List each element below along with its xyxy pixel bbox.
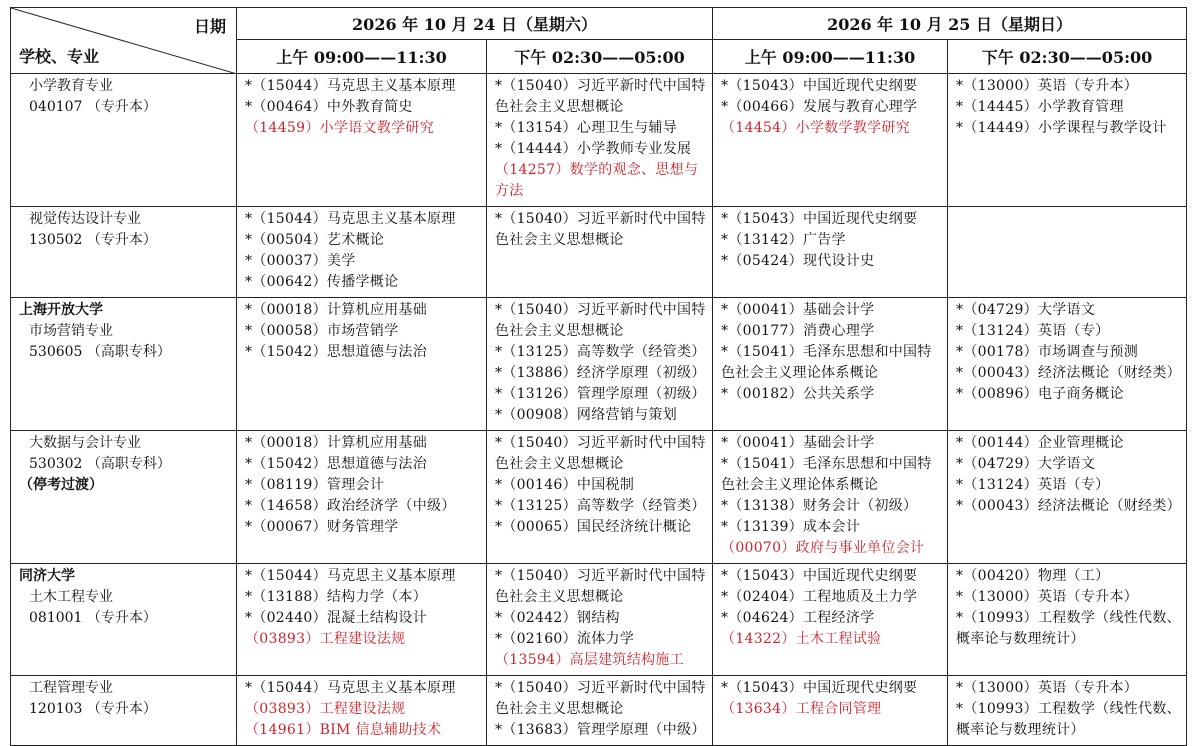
course-entry: *（00642）传播学概论 (245, 274, 399, 290)
course-entry: *（15044）马克思主义基本原理 (245, 78, 456, 94)
exam-slot-cell (713, 207, 948, 298)
course-entry: *（00041）基础会计学 (721, 302, 875, 318)
course-entry: *（15040）习近平新时代中国特色社会主义思想概论 (495, 680, 706, 717)
course-entry: *（08119）管理会计 (245, 477, 385, 493)
date-label: 日期 (193, 17, 226, 36)
exam-slot-cell (713, 298, 948, 431)
exam-slot-cell (948, 564, 1187, 676)
major-cell (11, 74, 237, 207)
major-code: 081001 （专升本） (29, 610, 157, 626)
course-entry: *（15041）毛泽东思想和中国特色社会主义理论体系概论 (721, 344, 932, 381)
course-entry: *（13125）高等数学（经管类） (495, 344, 706, 360)
major-cell (11, 298, 237, 431)
major-code: 040107 （专升本） (29, 99, 157, 115)
table-row (11, 564, 1187, 676)
course-entry: *（00420）物理（工） (956, 568, 1110, 584)
course-entry: （00070）政府与事业单位会计 (721, 540, 925, 556)
course-entry: *（13886）经济学原理（初级） (495, 365, 706, 381)
exam-slot-cell (237, 74, 487, 207)
course-entry: *（14449）小学课程与教学设计 (956, 120, 1167, 136)
course-entry: *（00182）公共关系学 (721, 386, 875, 402)
exam-slot-cell (948, 676, 1187, 746)
course-entry: （13594）高层建筑结构施工 (495, 652, 685, 668)
course-entry: *（14444）小学教师专业发展 (495, 141, 692, 157)
course-entry: *（13000）英语（专升本） (956, 680, 1139, 696)
table-row (11, 207, 1187, 298)
course-entry: *（00037）美学 (245, 253, 356, 269)
course-entry: *（15044）马克思主义基本原理 (245, 680, 456, 696)
course-entry: *（10993）工程数学（线性代数、概率论与数理统计） (956, 701, 1181, 738)
course-entry: *（14658）政治经济学（中级） (245, 498, 456, 514)
major-name: 大数据与会计专业 (29, 435, 141, 451)
course-entry: （14459）小学语文教学研究 (245, 120, 435, 136)
course-entry: *（00908）网络营销与策划 (495, 407, 678, 423)
course-entry: （13634）工程合同管理 (721, 701, 882, 717)
exam-slot-cell (713, 564, 948, 676)
exam-slot-cell (237, 564, 487, 676)
course-entry: （14961）BIM 信息辅助技术 (245, 722, 442, 738)
exam-schedule-table (10, 7, 1187, 746)
course-entry: *（13154）心理卫生与辅导 (495, 120, 678, 136)
course-entry: （03893）工程建设法规 (245, 631, 406, 647)
course-entry: *（02160）流体力学 (495, 631, 635, 647)
day1-pm-header: 下午 02:30——05:00 (487, 40, 713, 74)
day1-header: 2026 年 10 月 24 日（星期六） (237, 8, 713, 40)
exam-slot-cell (948, 74, 1187, 207)
course-entry: *（00067）财务管理学 (245, 519, 399, 535)
major-code: 530605 （高职专科） (29, 344, 171, 360)
course-entry: *（02404）工程地质及土力学 (721, 589, 918, 605)
course-entry: *（14445）小学教育管理 (956, 99, 1124, 115)
major-cell (11, 207, 237, 298)
course-entry: *（13124）英语（专） (956, 477, 1110, 493)
course-entry: *（15040）习近平新时代中国特色社会主义思想概论 (495, 568, 706, 605)
course-entry: *（02442）钢结构 (495, 610, 620, 626)
day2-pm-header: 下午 02:30——05:00 (948, 40, 1187, 74)
course-entry: *（13683）管理学原理（中级） (495, 722, 706, 738)
course-entry: *（00464）中外教育简史 (245, 99, 413, 115)
course-entry: *（10993）工程数学（线性代数、概率论与数理统计） (956, 610, 1181, 647)
course-entry: *（15040）习近平新时代中国特色社会主义思想概论 (495, 302, 706, 339)
exam-slot-cell (948, 298, 1187, 431)
course-entry: *（15041）毛泽东思想和中国特色社会主义理论体系概论 (721, 456, 932, 493)
course-entry: *（15042）思想道德与法治 (245, 344, 428, 360)
course-entry: *（02440）混凝土结构设计 (245, 610, 428, 626)
course-entry: *（00146）中国税制 (495, 477, 635, 493)
major-name: 工程管理专业 (29, 680, 113, 696)
status-note: （停考过渡） (19, 477, 103, 493)
course-entry: *（05424）现代设计史 (721, 253, 875, 269)
course-entry: *（00178）市场调查与预测 (956, 344, 1139, 360)
exam-slot-cell (487, 207, 713, 298)
course-entry: *（00466）发展与教育心理学 (721, 99, 918, 115)
course-entry: *（04729）大学语文 (956, 456, 1096, 472)
course-entry: *（13188）结构力学（本） (245, 589, 428, 605)
exam-slot-cell (948, 207, 1187, 298)
course-entry: *（00144）企业管理概论 (956, 435, 1124, 451)
day2-am-header: 上午 09:00——11:30 (713, 40, 948, 74)
course-entry: *（13124）英语（专） (956, 323, 1110, 339)
major-code: 120103 （专升本） (29, 701, 157, 717)
course-entry: *（00018）计算机应用基础 (245, 302, 428, 318)
major-name: 土木工程专业 (29, 589, 113, 605)
course-entry: *（15043）中国近现代史纲要 (721, 78, 918, 94)
course-entry: *（15043）中国近现代史纲要 (721, 680, 918, 696)
corner-header (11, 8, 237, 74)
table-row (11, 431, 1187, 564)
exam-slot-cell (487, 298, 713, 431)
course-entry: *（00504）艺术概论 (245, 232, 385, 248)
course-entry: （14454）小学数学教学研究 (721, 120, 911, 136)
exam-slot-cell (237, 431, 487, 564)
course-entry: *（13138）财务会计（初级） (721, 498, 918, 514)
course-entry: *（00058）市场营销学 (245, 323, 399, 339)
exam-slot-cell (237, 298, 487, 431)
major-name: 小学教育专业 (29, 78, 113, 94)
exam-slot-cell (487, 431, 713, 564)
major-name: 视觉传达设计专业 (29, 211, 141, 227)
course-entry: （03893）工程建设法规 (245, 701, 406, 717)
course-entry: *（15040）习近平新时代中国特色社会主义思想概论 (495, 211, 706, 248)
exam-slot-cell (487, 676, 713, 746)
course-entry: *（15044）马克思主义基本原理 (245, 211, 456, 227)
course-entry: *（00041）基础会计学 (721, 435, 875, 451)
course-entry: *（13142）广告学 (721, 232, 846, 248)
exam-slot-cell (237, 676, 487, 746)
table-row (11, 74, 1187, 207)
table-row (11, 298, 1187, 431)
course-entry: *（15043）中国近现代史纲要 (721, 211, 918, 227)
course-entry: （14257）数学的观念、思想与方法 (495, 162, 699, 199)
exam-slot-cell (487, 74, 713, 207)
exam-slot-cell (237, 207, 487, 298)
course-entry: *（00018）计算机应用基础 (245, 435, 428, 451)
university-name: 上海开放大学 (19, 302, 103, 318)
exam-slot-cell (948, 431, 1187, 564)
course-entry: *（00896）电子商务概论 (956, 386, 1124, 402)
course-entry: *（00043）经济法概论（财经类） (956, 365, 1181, 381)
schedule-body (11, 74, 1187, 746)
course-entry: *（15043）中国近现代史纲要 (721, 568, 918, 584)
major-code: 130502 （专升本） (29, 232, 157, 248)
course-entry: （14322）土木工程试验 (721, 631, 882, 647)
exam-slot-cell (487, 564, 713, 676)
course-entry: *（13000）英语（专升本） (956, 589, 1139, 605)
course-entry: *（00177）消费心理学 (721, 323, 875, 339)
day2-header: 2026 年 10 月 25 日（星期日） (713, 8, 1187, 40)
course-entry: *（15040）习近平新时代中国特色社会主义思想概论 (495, 435, 706, 472)
major-cell (11, 431, 237, 564)
major-name: 市场营销专业 (29, 323, 113, 339)
course-entry: *（13139）成本会计 (721, 519, 861, 535)
course-entry: *（13126）管理学原理（初级） (495, 386, 706, 402)
course-entry: *（15042）思想道德与法治 (245, 456, 428, 472)
course-entry: *（00043）经济法概论（财经类） (956, 498, 1181, 514)
course-entry: *（04729）大学语文 (956, 302, 1096, 318)
course-entry: *（00065）国民经济统计概论 (495, 519, 692, 535)
course-entry: *（04624）工程经济学 (721, 610, 875, 626)
course-entry: *（13125）高等数学（经管类） (495, 498, 706, 514)
exam-slot-cell (713, 676, 948, 746)
course-entry: *（15040）习近平新时代中国特色社会主义思想概论 (495, 78, 706, 115)
table-row (11, 676, 1187, 746)
school-major-label: 学校、专业 (19, 47, 100, 66)
major-cell (11, 676, 237, 746)
university-name: 同济大学 (19, 568, 75, 584)
exam-slot-cell (713, 74, 948, 207)
day1-am-header: 上午 09:00——11:30 (237, 40, 487, 74)
major-cell (11, 564, 237, 676)
course-entry: *（15044）马克思主义基本原理 (245, 568, 456, 584)
course-entry: *（13000）英语（专升本） (956, 78, 1139, 94)
exam-slot-cell (713, 431, 948, 564)
major-code: 530302 （高职专科） (29, 456, 171, 472)
